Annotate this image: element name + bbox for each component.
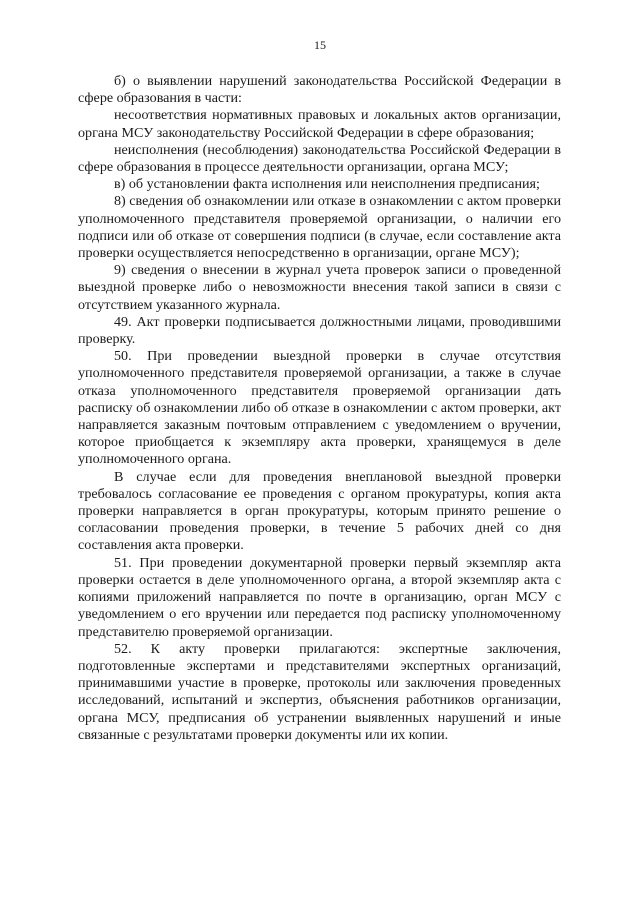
paragraph-prosecutor-copy: В случае если для проведения внеплановой выездной проверки требовалось согласование ее проведения с органом прокуратуры, копия акта проверки направляется в орган прокуратуры, которым принято решение о согласовании проведения проверки, в течение 5 рабочих дней со дня составления акта проверки. (78, 468, 561, 554)
paragraph-item-8: 8) сведения об ознакомлении или отказе в ознакомлении с актом проверки уполномоченного представителя проверяемой организации, о наличии его подписи или об отказе от совершения подписи (в случае, если составление акта проверки осуществляется непосредственно в организации, органе МСУ); (78, 193, 561, 262)
paragraph-subitem-v: в) об установлении факта исполнения или неисполнения предписания; (114, 176, 540, 193)
document-body (78, 73, 561, 744)
paragraph-subitem-b: б) о выявлении нарушений законодательства Российской Федерации в сфере образования в части: (78, 73, 561, 107)
paragraph-item-49: 49. Акт проверки подписывается должностными лицами, проводившими проверку. (78, 313, 561, 348)
paragraph-item-50: 50. При проведении выездной проверки в случае отсутствия уполномоченного представителя проверяемой организации, а также в случае отказа уполномоченного представителя проверяемой организации дать расписку об ознакомлении либо об отказе в ознакомлении с актом проверки, акт направляется заказным почтовым отправлением с уведомлением о вручении, которое приобщается к экземпляру акта проверки, хранящемуся в деле уполномоченного органа. (78, 348, 561, 468)
paragraph-item-9: 9) сведения о внесении в журнал учета проверок записи о проведенной выездной проверке либо о невозможности внесения такой записи в связи с отсутствием указанного журнала. (78, 262, 561, 313)
paragraph-item-52: 52. К акту проверки прилагаются: экспертные заключения, подготовленные экспертами и представителями экспертных организаций, принимавшими участие в проверке, протоколы или заключения проведенных исследований, испытаний и экспертиз, объяснения работников организации, органа МСУ, предписания об устранении выявленных нарушений и иные связанные с результатами проверки документы или их копии. (78, 640, 561, 743)
paragraph-nonconformity: несоответствия нормативных правовых и локальных актов организации, органа МСУ законодательству Российской Федерации в сфере образования; (78, 107, 561, 141)
paragraph-nonfulfillment: неисполнения (несоблюдения) законодательства Российской Федерации в сфере образования в процессе деятельности организации, органа МСУ; (78, 141, 561, 176)
page-number: 15 (314, 38, 326, 52)
paragraph-item-51: 51. При проведении документарной проверки первый экземпляр акта проверки остается в деле уполномоченного органа, а второй экземпляр акта с копиями приложений направляется по почте в организацию, орган МСУ с уведомлением о его вручении или передается под расписку уполномоченному представителю проверяемой организации. (78, 554, 561, 640)
